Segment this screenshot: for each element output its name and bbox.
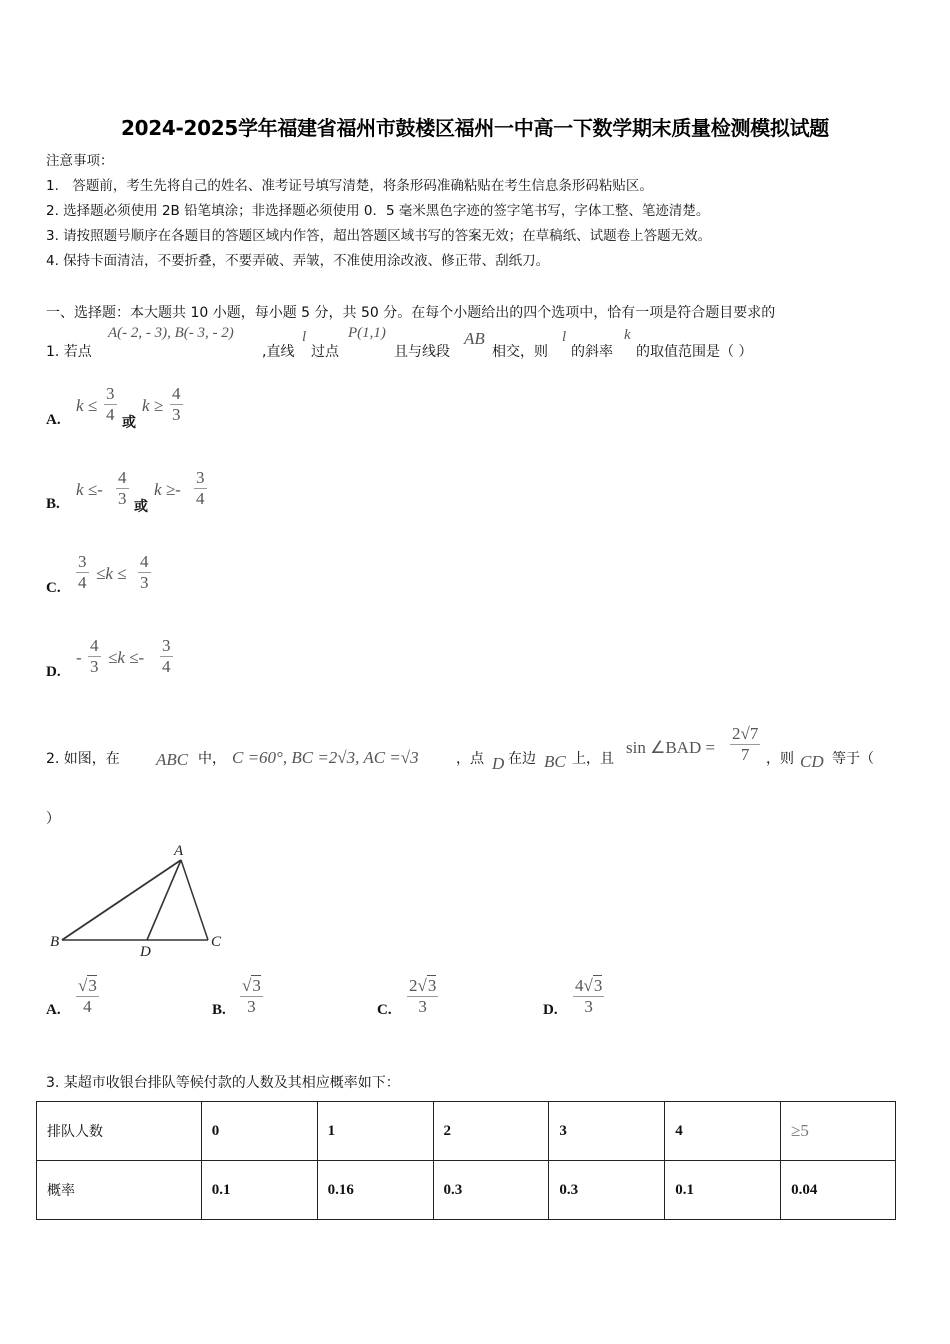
table-cell: 0.3 — [433, 1161, 549, 1220]
numerator: 4√3 — [575, 976, 603, 995]
denominator: 4 — [196, 489, 205, 508]
q1-text: 的斜率 — [571, 344, 613, 360]
denominator: 3 — [140, 573, 149, 592]
radicand: 3 — [88, 976, 97, 995]
q2-number: 2. 如图，在 — [46, 751, 120, 767]
radicand: 3 — [593, 976, 603, 995]
q2-conditions: C =60°, BC =2√3, AC =√3 — [232, 748, 419, 767]
numerator: √3 — [242, 976, 261, 995]
table-cell: ≥5 — [781, 1102, 896, 1161]
vertex-c-label: C — [211, 934, 222, 950]
denominator: 7 — [740, 745, 750, 764]
queue-probability-table — [36, 1101, 896, 1220]
q1-text: 的取值范围是（ ） — [636, 344, 753, 360]
option-label: D. — [543, 1002, 558, 1018]
table-row — [37, 1161, 896, 1220]
fraction — [104, 384, 117, 425]
numerator: 4 — [90, 636, 99, 655]
table-cell: 0 — [201, 1102, 317, 1161]
denominator: 4 — [106, 405, 115, 424]
question-3-stem: 3. 某超市收银台排队等候付款的人数及其相应概率如下： — [46, 1075, 400, 1091]
radicand: 3 — [252, 976, 261, 995]
q1-point-p: P(1,1) — [348, 325, 386, 341]
section-heading: 一、选择题：本大题共 10 小题，每小题 5 分，共 50 分。在每个小题给出的四个选项中，恰有一项是符合题目要求的 — [46, 305, 776, 321]
numerator: 3 — [162, 636, 171, 655]
denominator: 4 — [78, 573, 87, 592]
q1-text: 过点 — [311, 344, 339, 360]
table-cell: 0.1 — [665, 1161, 781, 1220]
denominator: 4 — [83, 997, 92, 1016]
option-expression: k ≥ — [142, 396, 164, 415]
fraction — [573, 976, 604, 1017]
triangle-figure — [48, 838, 238, 963]
table-cell: 0.3 — [549, 1161, 665, 1220]
fraction — [730, 724, 760, 765]
table-cell: 0.16 — [317, 1161, 433, 1220]
q2-sine-expression: sin ∠BAD = — [626, 738, 716, 757]
q2-text: ，则 — [766, 751, 794, 767]
coefficient: 4 — [575, 976, 584, 995]
fraction — [194, 468, 207, 509]
minus-sign: - — [76, 648, 82, 667]
q2-side-bc: BC — [544, 752, 566, 771]
q1-slope-k: k — [624, 327, 631, 343]
option-label: D. — [46, 664, 61, 680]
numerator: 4 — [172, 384, 181, 403]
q2-point-d: D — [492, 754, 505, 773]
notice-heading: 注意事项： — [46, 153, 114, 169]
notice-block — [46, 149, 711, 274]
numerator: 4 — [140, 552, 149, 571]
q1-segment-ab: AB — [464, 329, 485, 348]
option-expression: k ≤- — [76, 480, 103, 499]
denominator: 3 — [584, 997, 593, 1016]
fraction — [170, 384, 183, 425]
point-d-label: D — [140, 944, 151, 960]
table-cell-header: 概率 — [37, 1161, 202, 1220]
q2-segment-cd: CD — [800, 752, 824, 771]
triangle-diagram-icon — [48, 838, 238, 963]
option-expression: ≤k ≤- — [108, 648, 145, 667]
fraction — [160, 636, 173, 677]
denominator: 3 — [90, 657, 99, 676]
q1-number: 1. 若点 — [46, 344, 92, 360]
q1-text: ,直线 — [262, 344, 295, 360]
denominator: 3 — [247, 997, 256, 1016]
vertex-b-label: B — [50, 934, 60, 950]
table-cell: 0.1 — [201, 1161, 317, 1220]
option-label: A. — [46, 412, 61, 428]
table-cell: 2 — [433, 1102, 549, 1161]
radicand: 3 — [427, 976, 437, 995]
option-expression: k ≥- — [154, 480, 181, 499]
coefficient: 2 — [409, 976, 418, 995]
table-cell: 4 — [665, 1102, 781, 1161]
notice-item-2: 2. 选择题必须使用 2B 铅笔填涂；非选择题必须使用 0．5 毫米黑色字迹的签字笔书写，字体工整、笔迹清楚。 — [46, 203, 710, 219]
q1-text: 相交，则 — [492, 344, 548, 360]
option-label: C. — [377, 1002, 392, 1018]
q1-line-l: l — [302, 329, 307, 345]
denominator: 4 — [162, 657, 171, 676]
q2-text: 等于（ — [832, 751, 874, 767]
fraction — [76, 976, 99, 1017]
fraction — [88, 636, 101, 677]
numerator: √3 — [78, 976, 97, 995]
q1-line-l: l — [562, 329, 567, 345]
or-text: 或 — [134, 499, 148, 515]
fraction — [116, 468, 129, 509]
q2-text: 在边 — [508, 751, 536, 767]
numerator: 3 — [106, 384, 115, 403]
q1-text: 且与线段 — [394, 344, 450, 360]
option-expression: ≤k ≤ — [96, 564, 127, 583]
q2-triangle: ABC — [156, 750, 189, 769]
option-label: C. — [46, 580, 61, 596]
option-expression: k ≤ — [76, 396, 98, 415]
q2-close-paren: ） — [46, 811, 60, 827]
denominator: 3 — [172, 405, 181, 424]
vertex-a-label: A — [174, 843, 184, 859]
numerator: 2√3 — [409, 976, 437, 995]
fraction — [407, 976, 438, 1017]
numerator: 4 — [118, 468, 127, 487]
notice-item-4: 4. 保持卡面清洁，不要折叠，不要弄破、弄皱，不准使用涂改液、修正带、刮纸刀。 — [46, 253, 550, 269]
option-label: B. — [212, 1002, 226, 1018]
document-title: 2024-2025学年福建省福州市鼓楼区福州一中高一下数学期末质量检测模拟试题 — [121, 116, 829, 140]
numerator: 3 — [196, 468, 205, 487]
notice-item-3: 3. 请按照题号顺序在各题目的答题区域内作答，超出答题区域书写的答案无效；在草稿纸、试题卷上答题无效。 — [46, 228, 712, 244]
option-label: A. — [46, 1002, 61, 1018]
denominator: 3 — [418, 997, 427, 1016]
table-cell-header: 排队人数 — [37, 1102, 202, 1161]
q2-text: 中， — [198, 751, 226, 767]
table-cell: 0.04 — [781, 1161, 896, 1220]
numerator: 2√7 — [732, 724, 759, 743]
fraction — [240, 976, 263, 1017]
numerator: 3 — [78, 552, 87, 571]
q2-text: ，点 — [456, 751, 484, 767]
q2-text: 上，且 — [572, 751, 614, 767]
fraction — [76, 552, 89, 593]
notice-item-1: 1. 答题前，考生先将自己的姓名、准考证号填写清楚，将条形码准确粘贴在考生信息条形码粘贴区。 — [46, 178, 653, 194]
or-text: 或 — [122, 415, 136, 431]
q1-points: A(- 2, - 3), B(- 3, - 2) — [108, 325, 234, 341]
fraction — [138, 552, 151, 593]
option-label: B. — [46, 496, 60, 512]
denominator: 3 — [118, 489, 127, 508]
table-cell: 3 — [549, 1102, 665, 1161]
table-cell: 1 — [317, 1102, 433, 1161]
question-2-stem — [46, 722, 906, 772]
table-row — [37, 1102, 896, 1161]
